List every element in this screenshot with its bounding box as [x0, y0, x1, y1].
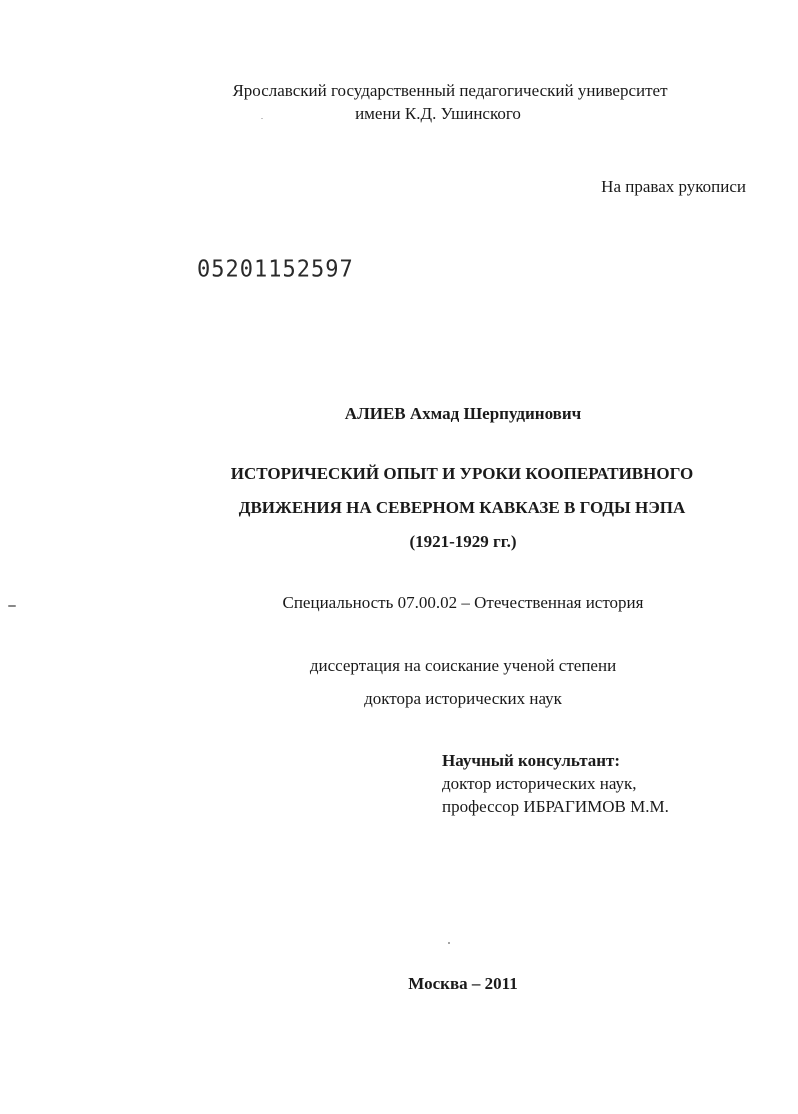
scan-dot [261, 118, 263, 119]
registry-code: 05201152597 [197, 256, 354, 283]
author-name: АЛИЕВ Ахмад Шерпудинович [344, 404, 582, 423]
scan-mark [8, 605, 16, 607]
degree-line1: диссертация на соискание ученой степени [309, 656, 617, 675]
consultant-degree: доктор исторических наук, [442, 774, 637, 793]
city-year: Москва – 2011 [408, 974, 518, 993]
consultant-heading: Научный консультант: [442, 751, 621, 770]
thesis-title-line2: ДВИЖЕНИЯ НА СЕВЕРНОМ КАВКАЗЕ В ГОДЫ НЭПА [238, 498, 686, 517]
thesis-title-line1: ИСТОРИЧЕСКИЙ ОПЫТ И УРОКИ КООПЕРАТИВНОГО [230, 464, 694, 483]
thesis-title-years: (1921-1929 гг.) [409, 532, 517, 551]
degree-line2: доктора исторических наук [364, 689, 562, 708]
university-name-line2: имени К.Д. Ушинского [355, 104, 521, 123]
consultant-name: профессор ИБРАГИМОВ М.М. [442, 797, 669, 816]
scan-dot [448, 942, 450, 944]
rights-notice: На правах рукописи [601, 177, 746, 196]
speciality: Специальность 07.00.02 – Отечественная история [282, 593, 644, 612]
university-name-line1: Ярославский государственный педагогический университет [232, 81, 668, 100]
